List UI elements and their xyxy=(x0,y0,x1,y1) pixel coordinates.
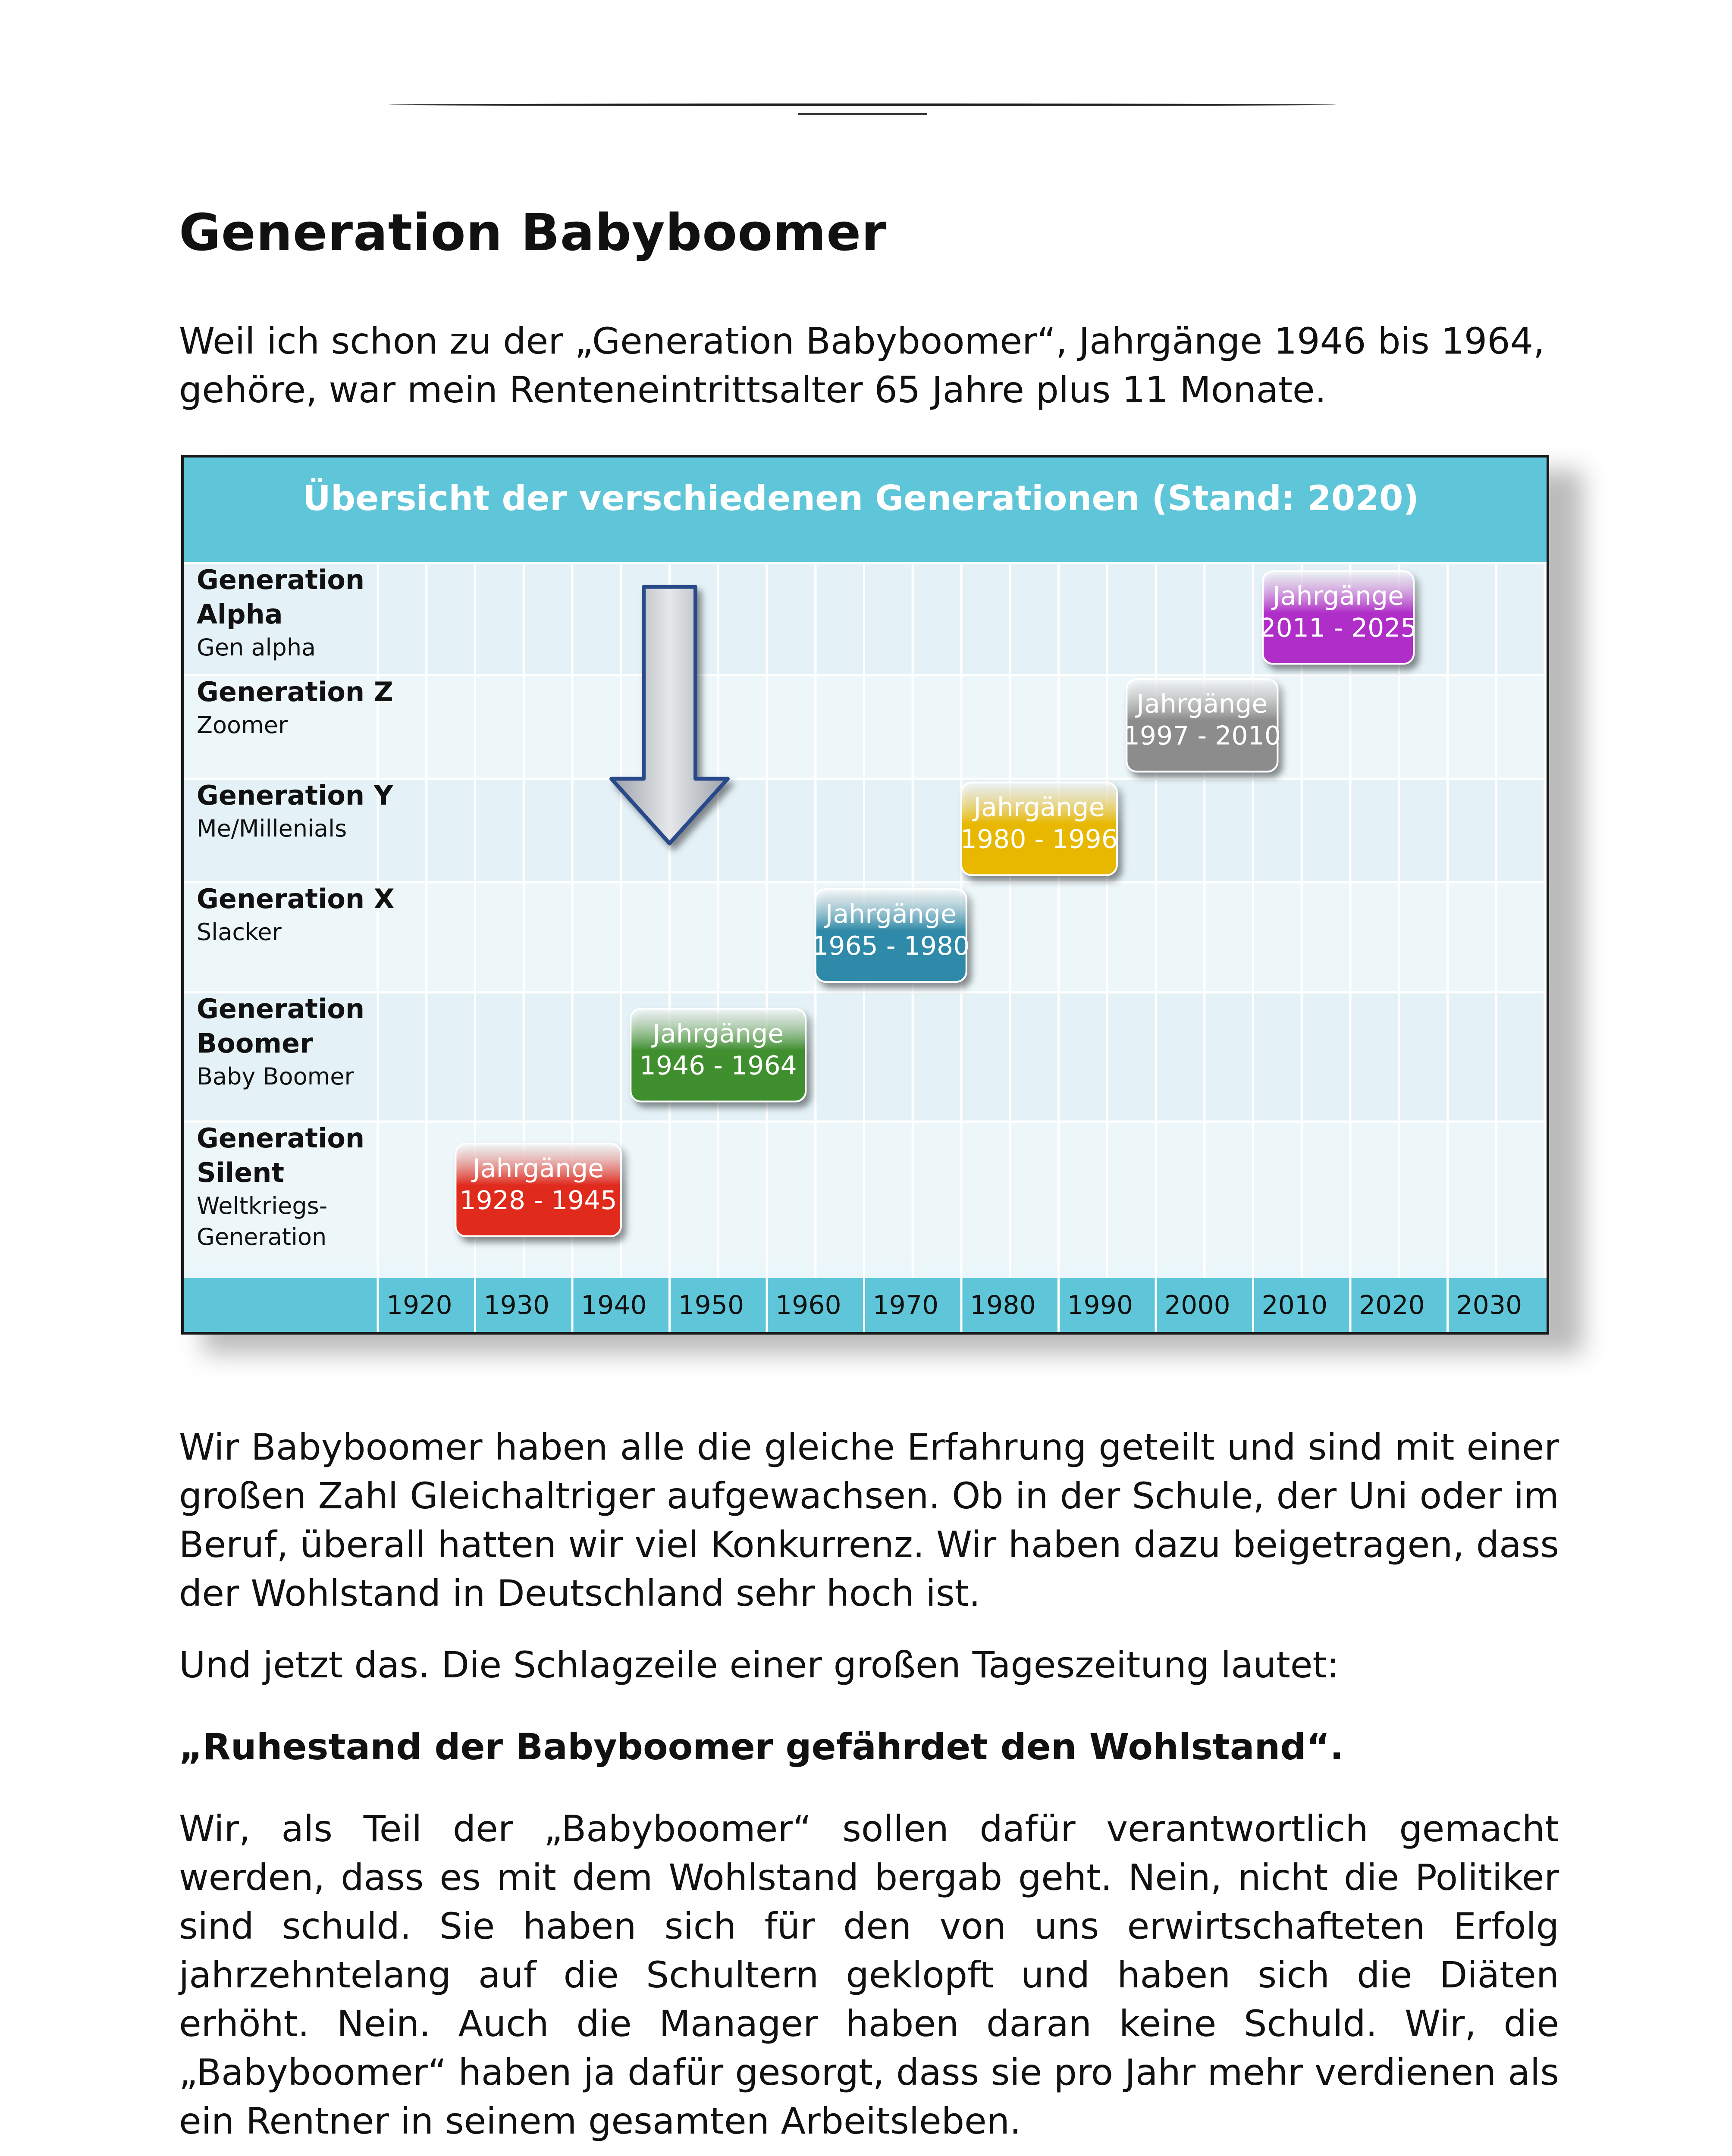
page-title: Generation Babyboomer xyxy=(179,203,887,262)
generations-chart-svg xyxy=(184,458,1547,1332)
row-label-name: Silent xyxy=(197,1157,284,1188)
row-label-sub: Baby Boomer xyxy=(197,1063,354,1090)
generation-box-range: 1928 - 1945 xyxy=(459,1185,617,1216)
generation-box-range: 2011 - 2025 xyxy=(1259,613,1417,643)
x-tick-label: 2020 xyxy=(1359,1290,1425,1321)
generation-box-range: 1980 - 1996 xyxy=(960,824,1118,855)
row-label-sub: Zoomer xyxy=(197,711,288,739)
generation-box-label: Jahrgänge xyxy=(1273,581,1404,611)
generation-box-label: Jahrgänge xyxy=(473,1153,604,1184)
x-tick-label: 2010 xyxy=(1261,1290,1328,1321)
x-tick-label: 1970 xyxy=(872,1290,939,1321)
row-label-name: Generation X xyxy=(197,883,395,915)
generation-box-label: Jahrgänge xyxy=(825,899,957,929)
row-label-sub: Slacker xyxy=(197,918,282,946)
x-tick-label: 2030 xyxy=(1456,1290,1522,1321)
generations-chart xyxy=(181,455,1549,1335)
x-tick-label: 2000 xyxy=(1164,1290,1230,1321)
x-tick-label: 1990 xyxy=(1067,1290,1133,1321)
row-label-name: Generation xyxy=(197,1122,365,1154)
row-label-name: Alpha xyxy=(197,599,283,630)
row-label-sub: Me/Millenials xyxy=(197,815,347,842)
x-tick-label: 1930 xyxy=(483,1290,550,1321)
x-tick-label: 1940 xyxy=(581,1290,647,1321)
paragraph-blame: Wir, als Teil der „Babyboomer“ sollen dafür verantwortlich gemacht werden, dass es mit dem Wohlstand bergab geht. Nein, nicht die Politiker sind schuld. Sie haben sich für den von uns erwirtschafteten Erfolg jahrzehntelang auf die Schultern geklopft und haben sich die Diäten erhöht. Nein. Auch die Manager haben daran keine Schuld. Wir, die „Babyboomer“ haben ja dafür gesorgt, dass sie pro Jahr mehr verdienen als ein Rentner in seinem gesamten Arbeitsleben. xyxy=(179,1808,1559,2142)
x-tick-label: 1980 xyxy=(970,1290,1036,1321)
paragraph-experience: Wir Babyboomer haben alle die gleiche Erfahrung geteilt und sind mit einer großen Zahl Gleichaltriger aufgewachsen. Ob in der Schule, der Uni oder im Beruf, überall hatten wir viel Konkurrenz. Wir haben dazu beigetragen, dass der Wohlstand in Deutschland sehr hoch ist. xyxy=(179,1426,1559,1614)
generation-box-range: 1946 - 1964 xyxy=(639,1050,797,1081)
paragraph-headline-intro: Und jetzt das. Die Schlagzeile einer großen Tageszeitung lautet: xyxy=(179,1644,1339,1686)
generation-box-range: 1965 - 1980 xyxy=(812,931,970,961)
generation-box-range: 1997 - 2010 xyxy=(1123,721,1281,751)
row-label-name: Boomer xyxy=(197,1028,313,1059)
paragraph-headline-quote: „Ruhestand der Babyboomer gefährdet den Wohlstand“. xyxy=(179,1726,1344,1768)
row-label-sub: Weltkriegs- xyxy=(197,1192,328,1219)
row-label-name: Generation xyxy=(197,993,365,1025)
x-tick-label: 1960 xyxy=(775,1290,841,1321)
generation-box-label: Jahrgänge xyxy=(973,792,1105,823)
x-tick-label: 1920 xyxy=(386,1290,452,1321)
chart-title: Übersicht der verschiedenen Generationen (Stand: 2020) xyxy=(302,478,1419,518)
row-label-name: Generation Y xyxy=(197,780,393,811)
paragraph-intro: Weil ich schon zu der „Generation Babyboomer“, Jahrgänge 1946 bis 1964, gehöre, war mein Renteneintrittsalter 65 Jahre plus 11 Monate. xyxy=(179,320,1545,411)
x-tick-label: 1950 xyxy=(678,1290,744,1321)
generation-box-label: Jahrgänge xyxy=(1136,689,1268,719)
row-label-name: Generation xyxy=(197,564,365,595)
row-label-sub: Gen alpha xyxy=(197,634,316,661)
row-label-sub: Generation xyxy=(197,1223,327,1250)
generation-box-label: Jahrgänge xyxy=(653,1018,784,1049)
row-label-name: Generation Z xyxy=(197,676,393,708)
